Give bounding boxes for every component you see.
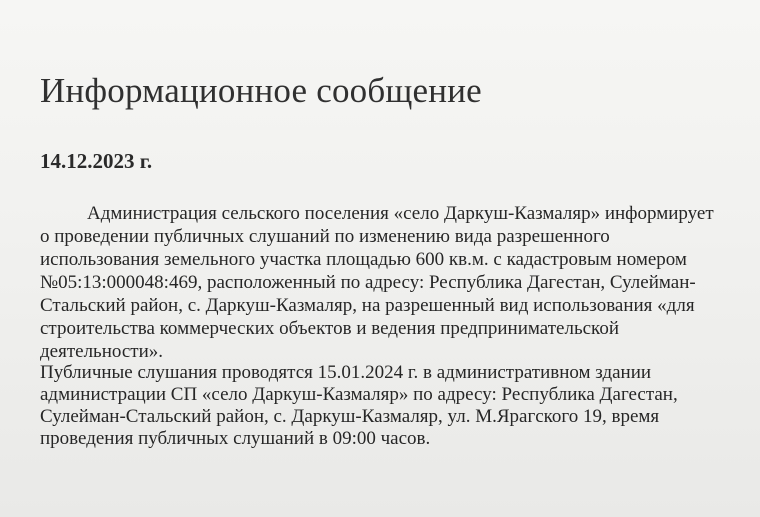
body-line: деятельности». — [40, 341, 164, 362]
body-line: №05:13:000048:469, расположенный по адресу: Республика Дагестан, Сулейман- — [40, 272, 696, 293]
body-line: строительства коммерческих объектов и ведения предпринимательской — [40, 318, 619, 339]
body-line: проведения публичных слушаний в 09:00 часов. — [40, 428, 431, 449]
document-title: Информационное сообщение — [40, 71, 482, 110]
body-line: Стальский район, с. Даркуш-Казмаляр, на разрешенный вид использования «для — [40, 295, 695, 316]
body-line: администрации СП «село Даркуш-Казмаляр» по адресу: Республика Дагестан, — [40, 384, 678, 405]
body-line: использования земельного участка площадью 600 кв.м. с кадастровым номером — [40, 249, 687, 270]
body-line: о проведении публичных слушаний по изменению вида разрешенного — [40, 226, 610, 247]
document-date: 14.12.2023 г. — [40, 149, 153, 173]
body-line: Администрация сельского поселения «село Даркуш-Казмаляр» информирует — [87, 203, 714, 224]
body-line: Сулейман-Стальский район, с. Даркуш-Казмаляр, ул. М.Ярагского 19, время — [40, 406, 660, 427]
body-line: Публичные слушания проводятся 15.01.2024 г. в административном здании — [40, 362, 652, 383]
